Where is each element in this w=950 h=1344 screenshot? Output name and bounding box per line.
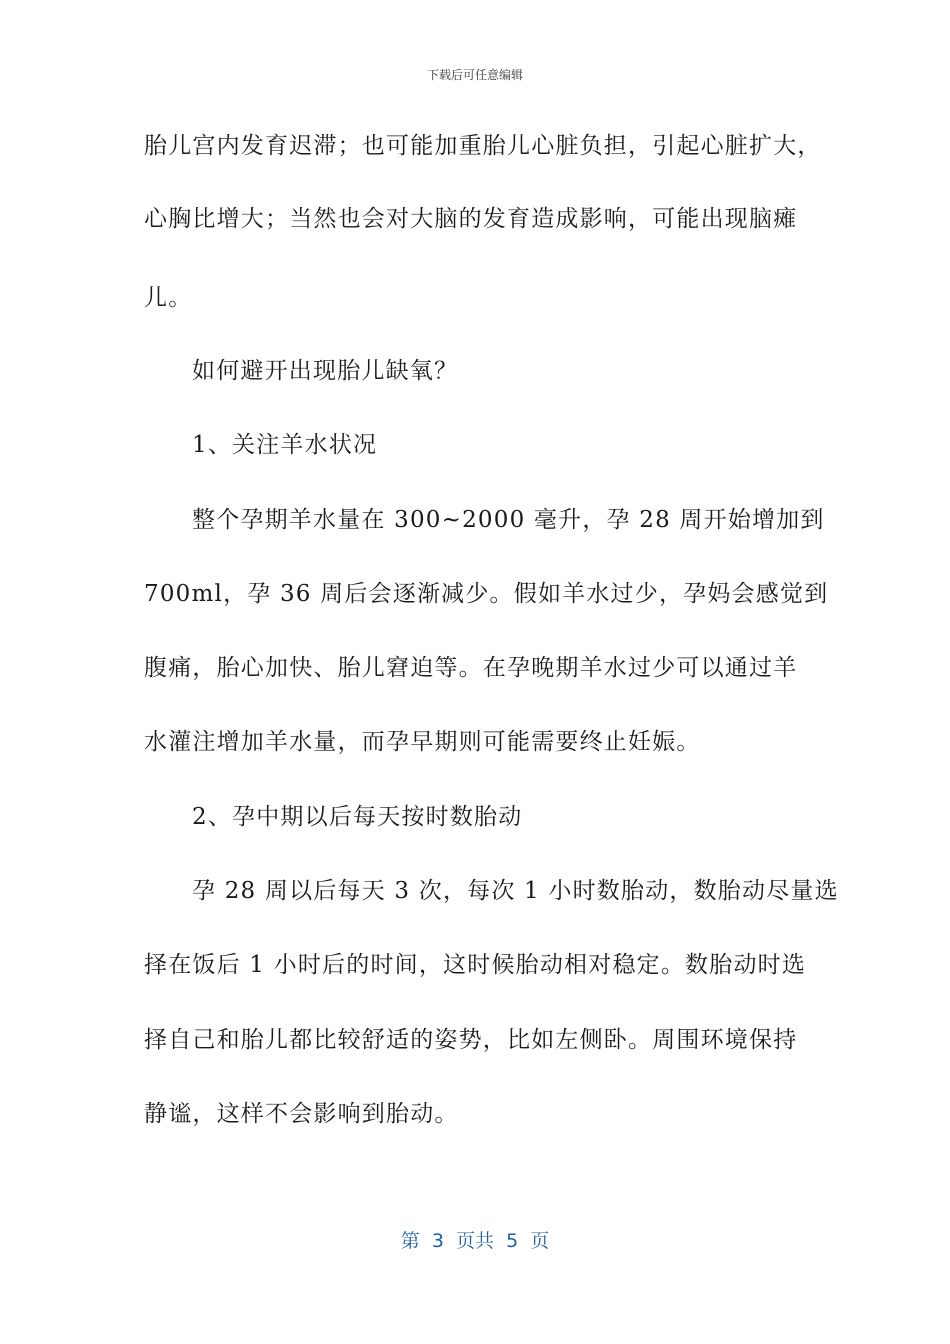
question-heading: 如何避开出现胎儿缺氧？ (192, 358, 459, 384)
header-note: 下载后可任意编辑 (426, 68, 523, 82)
paragraph2-line-3: 腹痛，胎心加快、胎儿窘迫等。在孕晚期羊水过少可以通过羊 (144, 655, 798, 681)
paragraph3-line-1: 孕 28 周以后每天 3 次，每次 1 小时数胎动，数胎动尽量选 (192, 878, 839, 904)
paragraph2-line-4: 水灌注增加羊水量，而孕早期则可能需要终止妊娠。 (144, 729, 701, 755)
paragraph2-line-2: 700ml，孕 36 周后会逐渐减少。假如羊水过少，孕妈会感觉到 (144, 581, 829, 607)
paragraph3-line-4: 静谧，这样不会影响到胎动。 (144, 1101, 459, 1127)
paragraph1-line-2: 心胸比增大；当然也会对大脑的发育造成影响，可能出现脑瘫 (144, 206, 798, 232)
page-number: 第 3 页共 5 页 (400, 1230, 550, 1252)
paragraph3-line-3: 择自己和胎儿都比较舒适的姿势，比如左侧卧。周围环境保持 (144, 1027, 798, 1053)
section2-title: 2、孕中期以后每天按时数胎动 (192, 804, 523, 830)
section1-title: 1、关注羊水状况 (192, 432, 378, 458)
paragraph3-line-2: 择在饭后 1 小时后的时间，这时候胎动相对稳定。数胎动时选 (144, 952, 807, 978)
paragraph2-line-1: 整个孕期羊水量在 300~2000 毫升，孕 28 周开始增加到 (192, 507, 825, 533)
paragraph1-line-3: 儿。 (144, 285, 193, 311)
paragraph1-line-1: 胎儿宫内发育迟滞；也可能加重胎儿心脏负担，引起心脏扩大， (144, 133, 822, 159)
